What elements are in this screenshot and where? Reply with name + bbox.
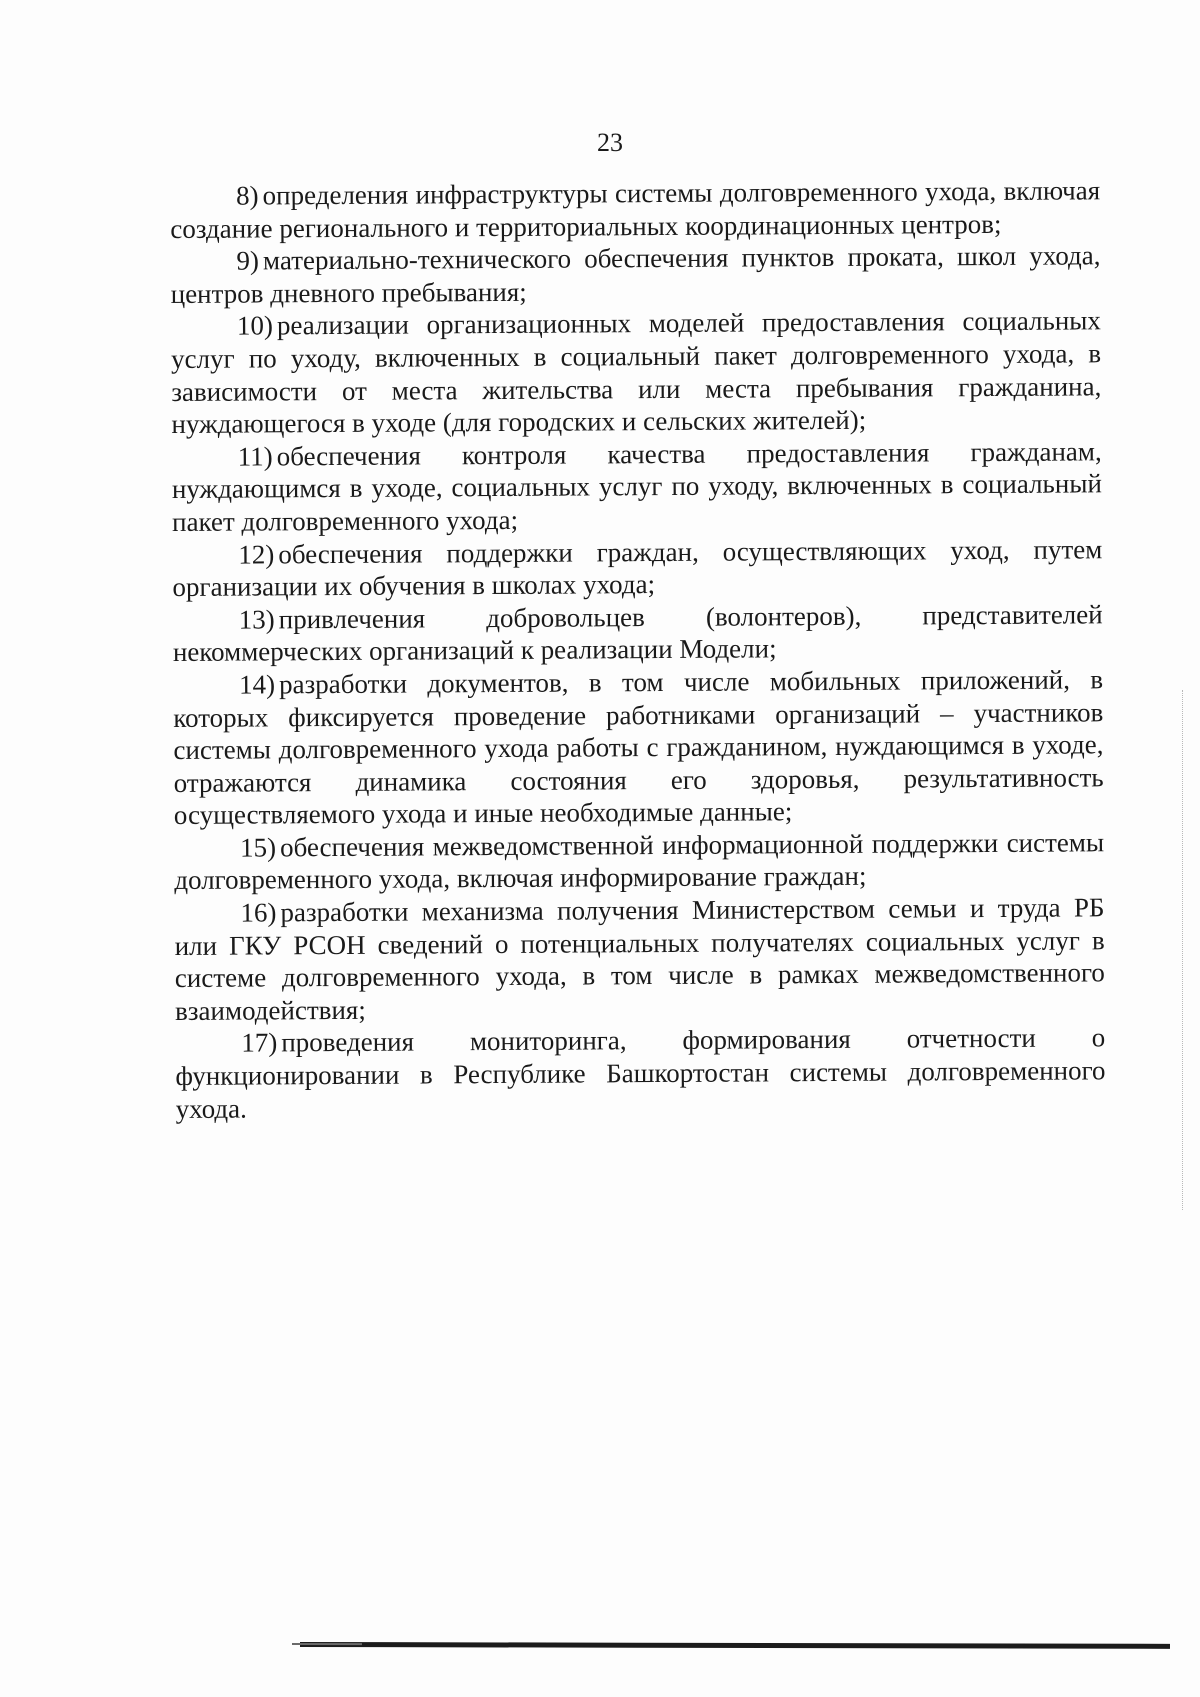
item-number: 10) <box>236 310 273 341</box>
list-item-8 <box>170 174 1100 245</box>
page-number: 23 <box>597 128 623 157</box>
item-text: реализации организационных моделей предоставления социальных услуг по уходу, включенных в социальный пакет долговременного ухода, в зависимости от места жительства или места пребывания гражданина, нуждающегося в уходе (для городских и сельских жителей); <box>171 305 1102 440</box>
item-number: 8) <box>236 180 259 211</box>
scan-edge-rule <box>300 1642 1170 1649</box>
item-text: обеспечения межведомственной информационной поддержки системы долговременного ухода, включая информирование граждан; <box>174 827 1105 896</box>
list-item-16 <box>174 891 1105 1027</box>
list-item-17 <box>175 1022 1106 1125</box>
item-number: 13) <box>238 604 275 635</box>
document-body <box>170 174 1106 1125</box>
item-number: 17) <box>241 1027 278 1059</box>
item-text: привлечения добровольцев (волонтеров), представителей некоммерческих организаций к реализации Модели; <box>172 599 1103 668</box>
item-text: разработки документов, в том числе мобильных приложений, в которых фиксируется проведение работниками организаций – участников системы долговременного ухода работы с гражданином, нуждающимся в уходе, отражаются динамика состояния его здоровья, результативность осуществляемого ухода и иные необходимые данные; <box>173 664 1104 831</box>
item-text: разработки механизма получения Министерством семьи и труда РБ или ГКУ РСОН сведений о потенциальных получателях социальных услуг в системе долговременного ухода, в том числе в рамках межведомственного взаимодействия; <box>174 892 1105 1026</box>
item-text: обеспечения контроля качества предоставления гражданам, нуждающимся в уходе, социальных услуг по уходу, включенных в социальный пакет долговременного ухода; <box>171 436 1102 537</box>
item-text: определения инфраструктуры системы долговременного ухода, включая создание регионального и территориальных координационных центров; <box>170 175 1101 244</box>
list-item-11 <box>172 435 1103 538</box>
list-item-13 <box>173 598 1103 669</box>
list-item-15 <box>174 826 1104 897</box>
list-item-12 <box>172 533 1102 604</box>
item-number: 12) <box>238 538 275 570</box>
item-number: 14) <box>238 669 276 700</box>
list-item-14 <box>173 663 1104 832</box>
item-number: 9) <box>236 245 260 276</box>
item-number: 16) <box>240 897 277 928</box>
list-item-9 <box>170 240 1100 311</box>
item-text: проведения мониторинга, формирования отчетности о функционировании в Республике Башкортостан системы долговременного ухода. <box>175 1022 1106 1124</box>
list-item-10 <box>171 305 1102 441</box>
item-text: обеспечения поддержки граждан, осуществляющих уход, путем организации их обучения в школах ухода; <box>172 533 1103 603</box>
item-number: 15) <box>239 832 277 863</box>
item-number: 11) <box>237 441 273 472</box>
scan-margin-mark <box>1182 690 1183 1210</box>
item-text: материально-технического обеспечения пунктов проката, школ ухода, центров дневного пребывания; <box>170 240 1101 309</box>
